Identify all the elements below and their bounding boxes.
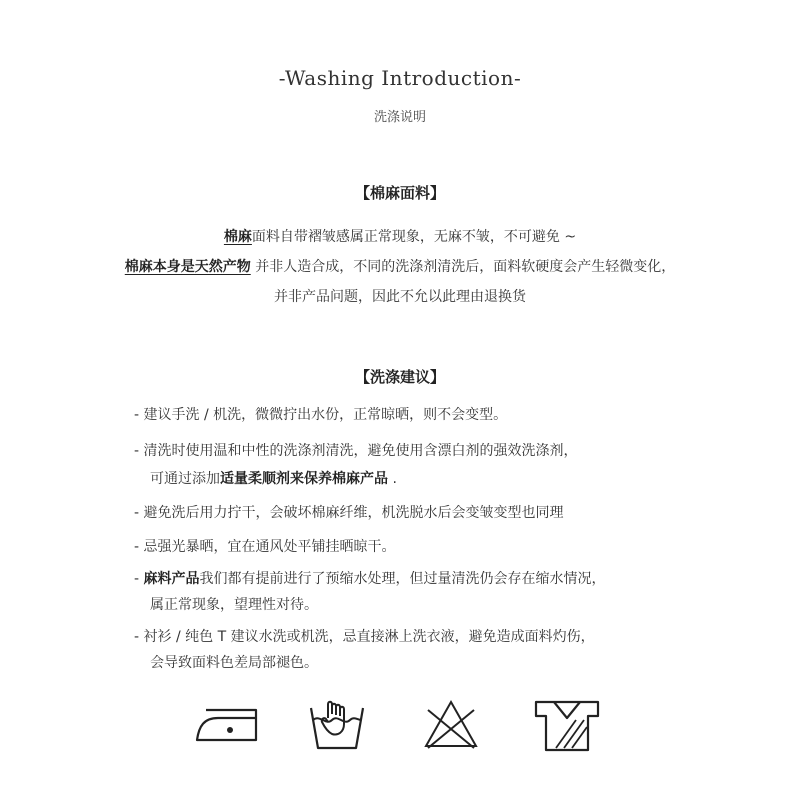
iron-low-heat-icon [194,698,260,746]
fabric-line-2-text: 并非人造合成，不同的洗涤剂清洗后，面料软硬度会产生轻微变化， [250,259,676,275]
page-title: -Washing Introduction- [278,66,522,90]
fabric-heading: 【棉麻面料】 [354,184,445,202]
tip-6: - 衬衫 / 纯色 T 建议水洗或机洗，忌直接淋上洗衣液，避免造成面料灼伤， [134,629,595,645]
tip-2: - 清洗时使用温和中性的洗涤剂清洗，避免使用含漂白剂的强效洗涤剂， [134,443,578,459]
fabric-line-1-bold: 棉麻 [223,229,252,245]
page-subtitle: 洗涤说明 [373,110,426,125]
tip-5-bold: 麻料产品 [143,571,200,587]
tip-2-post: . [388,471,397,487]
tips-heading: 【洗涤建议】 [354,368,445,386]
tip-3: - 避免洗后用力拧干，会破坏棉麻纤维，机洗脱水后会变皱变型也同理 [134,505,564,521]
tip-2-bold: 适量柔顺剂来保养棉麻产品 [220,471,388,487]
tip-6-continued: 会导致面料色差局部褪色。 [150,655,318,671]
fabric-line-1-text: 面料自带褶皱感属正常现象，无麻不皱，不可避免 ~ [251,229,577,245]
dry-flat-in-shade-icon [532,698,602,752]
fabric-line-1 [0,226,800,246]
tip-4: - 忌强光暴晒，宜在通风处平铺挂晒晾干。 [134,539,396,555]
tip-5 [134,568,606,588]
tip-2-continued [150,468,397,488]
tip-5-continued: 属正常现象，望理性对待。 [150,597,318,613]
fabric-line-2-bold: 棉麻本身是天然产物 [124,259,251,275]
fabric-line-3: 并非产品问题，因此不允以此理由退换货 [274,289,526,305]
tip-5-post: 我们都有提前进行了预缩水处理，但过量清洗仍会存在缩水情况， [199,571,606,587]
tip-2-pre: 可通过添加 [150,471,220,487]
fabric-line-2 [0,256,800,276]
hand-wash-icon [308,698,366,750]
tip-1: - 建议手洗 / 机洗，微微拧出水份，正常晾晒，则不会变型。 [134,407,508,423]
tip-5-pre: - [134,571,144,587]
do-not-bleach-icon [422,698,480,750]
